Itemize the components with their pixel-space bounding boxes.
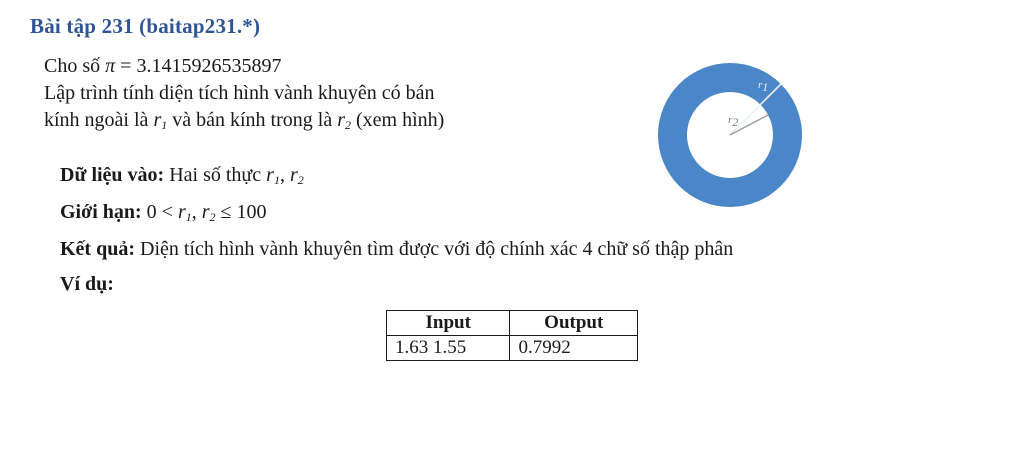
input-comma: , xyxy=(279,164,290,186)
table-row xyxy=(387,336,638,361)
input-r2: r xyxy=(289,164,298,186)
figure-label-r1: $r_1$ xyxy=(758,79,769,94)
figure-label-r2: $r_2$ xyxy=(728,114,739,129)
limit-r1-sub: 1 xyxy=(185,210,192,224)
input-spec-label: Dữ liệu vào: xyxy=(60,164,165,186)
pi-prefix: Cho số xyxy=(44,55,106,77)
limit-comma: , xyxy=(191,201,202,223)
description-line-2 xyxy=(44,107,630,136)
table-header-row xyxy=(387,311,638,336)
desc2-part-b: và bán kính trong là xyxy=(167,109,338,131)
pi-equals: = xyxy=(115,55,137,77)
desc2-r2: r xyxy=(337,109,345,131)
annulus-diagram-icon xyxy=(650,55,810,215)
example-table xyxy=(386,310,638,361)
input-r1-sub: 1 xyxy=(273,173,280,187)
limit-r2-sub: 2 xyxy=(209,210,216,224)
limit-spec-line xyxy=(60,199,994,228)
input-r1: r xyxy=(266,164,274,186)
desc2-r1: r xyxy=(153,109,162,131)
spec-block xyxy=(30,162,994,298)
input-r2-sub: 2 xyxy=(297,173,304,187)
input-spec-text: Hai số thực xyxy=(164,164,267,186)
limit-spec-label: Giới hạn: xyxy=(60,201,142,223)
limit-r1: r xyxy=(177,201,186,223)
result-spec-line xyxy=(60,236,994,263)
intro-block xyxy=(30,53,630,136)
desc2-r2-sub: 2 xyxy=(345,118,351,132)
annulus-figure xyxy=(650,55,810,215)
limit-text-b: ≤ 100 xyxy=(215,201,267,223)
pi-line xyxy=(44,53,630,80)
desc2-part-a: kính ngoài là xyxy=(44,109,154,131)
column-header-input: Input xyxy=(387,311,510,336)
example-label: Ví dụ: xyxy=(60,273,114,295)
desc2-r1-sub: 1 xyxy=(161,118,168,132)
column-header-output: Output xyxy=(510,311,638,336)
result-spec-label: Kết quả: xyxy=(60,238,135,260)
description-line-1: Lập trình tính diện tích hình vành khuyên có bán xyxy=(44,82,435,104)
cell-output-value: 0.7992 xyxy=(510,336,638,361)
limit-text-a: 0 < xyxy=(141,201,178,223)
result-spec-text: Diện tích hình vành khuyên tìm được với độ chính xác 4 chữ số thập phân xyxy=(135,238,734,260)
input-spec-line xyxy=(60,162,994,191)
desc2-part-c: (xem hình) xyxy=(351,109,445,131)
example-label-line xyxy=(60,271,994,298)
pi-symbol: π xyxy=(105,55,116,77)
cell-input-value: 1.63 1.55 xyxy=(387,336,510,361)
limit-r2: r xyxy=(201,201,210,223)
page-title: Bài tập 231 (baitap231.*) xyxy=(30,14,261,38)
pi-value: 3.1415926535897 xyxy=(136,55,282,77)
